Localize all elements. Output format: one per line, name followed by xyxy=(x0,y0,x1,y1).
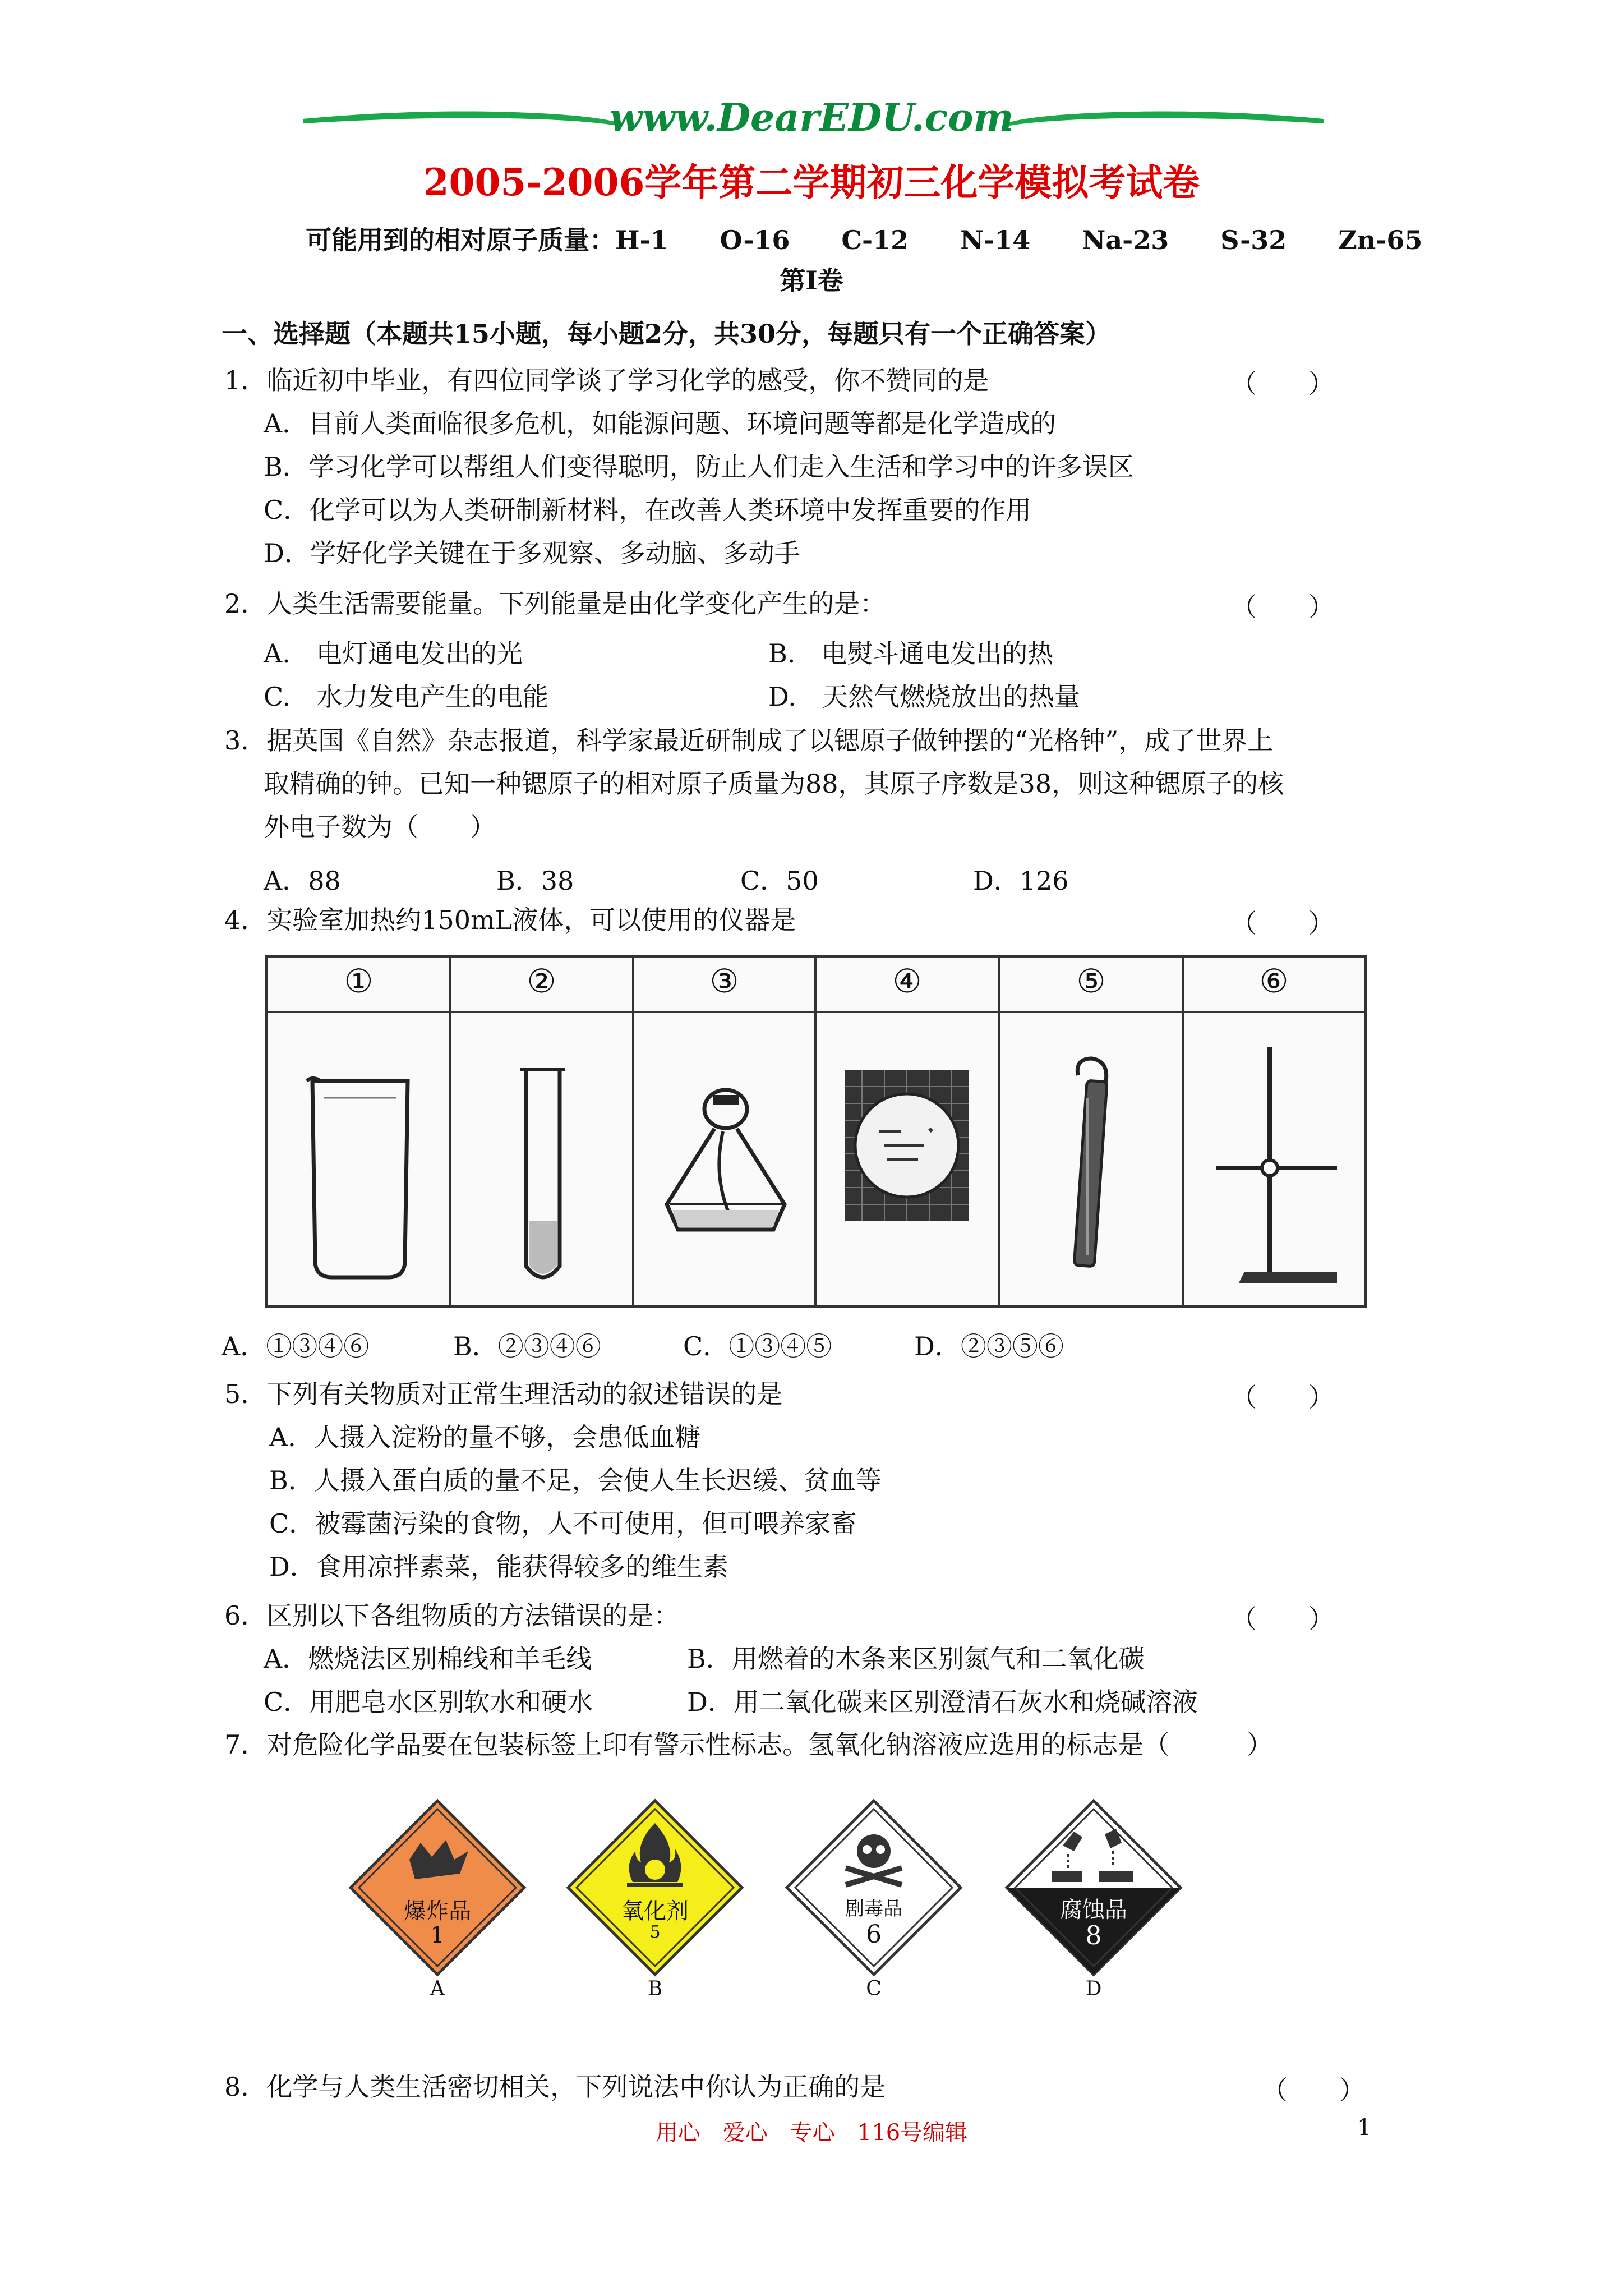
site-url: www.DearEDU.com xyxy=(609,95,1014,140)
volume-heading: 第Ⅰ卷 xyxy=(780,265,843,296)
toxic-label: 剧毒品 xyxy=(845,1898,902,1920)
explosive-label: 爆炸品 xyxy=(404,1898,471,1924)
q6-option-b: B．用燃着的木条来区别氮气和二氧化碳 xyxy=(687,1644,1145,1674)
q1-option-d: D．学好化学关键在于多观察、多动脑、多动手 xyxy=(264,538,800,568)
sign-letter-b: B xyxy=(647,1977,663,2000)
q1-option-a: A．目前人类面临很多危机，如能源问题、环境问题等都是化学造成的 xyxy=(264,408,1057,439)
oxidizer-number: 5 xyxy=(649,1922,661,1942)
q4-answer-blank: （ ） xyxy=(1231,908,1334,938)
apparatus-label-2: ② xyxy=(527,962,556,1000)
q7-stem: 7．对危险化学品要在包装标签上印有警示性标志。氢氧化钠溶液应选用的标志是（ ） xyxy=(224,1729,1273,1760)
q5-option-a: A．人摄入淀粉的量不够，会患低血糖 xyxy=(269,1422,701,1452)
q1-option-b: B．学习化学可以帮组人们变得聪明，防止人们走入生活和学习中的许多误区 xyxy=(264,452,1134,482)
page-title: 2005-2006学年第二学期初三化学模拟考试卷 xyxy=(423,160,1200,204)
q6-stem: 6．区别以下各组物质的方法错误的是： xyxy=(224,1600,680,1631)
footer-text: 用心 爱心 专心 116号编辑 xyxy=(655,2120,968,2146)
explosive-number: 1 xyxy=(430,1922,445,1948)
alcohol-lamp-icon xyxy=(656,1036,796,1294)
q2-option-d: D. 天然气燃烧放出的热量 xyxy=(768,682,1080,712)
q5-stem: 5．下列有关物质对正常生理活动的叙述错误的是 xyxy=(224,1379,783,1409)
apparatus-label-4: ④ xyxy=(892,962,922,1000)
q4-option-a: A．①③④⑥ xyxy=(222,1331,370,1361)
section-heading: 一、选择题（本题共15小题，每小题2分，共30分，每题只有一个正确答案） xyxy=(222,319,1112,349)
sign-letter-d: D xyxy=(1085,1977,1102,2000)
q3-option-c: C．50 xyxy=(740,866,819,896)
sign-letter-a: A xyxy=(430,1977,445,2000)
apparatus-label-3: ③ xyxy=(709,962,739,1000)
q1-option-c: C．化学可以为人类研制新材料，在改善人类环境中发挥重要的作用 xyxy=(264,495,1032,525)
iron-stand-icon xyxy=(1205,1036,1345,1300)
test-tube-icon xyxy=(473,1036,613,1294)
q5-option-d: D．食用凉拌素菜，能获得较多的维生素 xyxy=(269,1552,728,1582)
q3-stem-line3: 外电子数为（ ） xyxy=(264,812,496,842)
atomic-masses: 可能用到的相对原子质量：H-1 O-16 C-12 N-14 Na-23 S-32 Zn-65 xyxy=(306,225,1423,255)
apparatus-table xyxy=(265,955,1367,1308)
q6-option-c: C．用肥皂水区别软水和硬水 xyxy=(264,1687,593,1717)
q2-option-b: B. 电熨斗通电发出的热 xyxy=(768,638,1054,669)
q8-stem: 8．化学与人类生活密切相关，下列说法中你认为正确的是 xyxy=(224,2072,886,2102)
q1-answer-blank: （ ） xyxy=(1231,369,1334,399)
hazard-sign-corrosive xyxy=(1004,1798,1183,2000)
q2-stem: 2．人类生活需要能量。下列能量是由化学变化产生的是： xyxy=(224,588,886,619)
q4-option-c: C．①③④⑤ xyxy=(683,1331,832,1361)
apparatus-label-6: ⑥ xyxy=(1259,962,1289,1000)
q4-stem: 4．实验室加热约150mL液体，可以使用的仪器是 xyxy=(224,905,796,935)
corrosive-icon xyxy=(1004,1798,1183,1977)
q6-option-a: A．燃烧法区别棉线和羊毛线 xyxy=(264,1644,592,1674)
q3-option-a: A．88 xyxy=(264,866,341,896)
q2-option-c: C. 水力发电产生的电能 xyxy=(264,682,549,712)
hazard-sign-toxic xyxy=(784,1798,963,2000)
sign-letter-c: C xyxy=(866,1977,882,2000)
toxic-number: 6 xyxy=(866,1920,882,1949)
hazard-sign-explosive xyxy=(348,1798,527,2000)
q3-option-d: D．126 xyxy=(973,866,1069,896)
asbestos-gauze-icon xyxy=(840,1047,974,1283)
q4-option-d: D．②③⑤⑥ xyxy=(914,1331,1064,1361)
q4-option-b: B．②③④⑥ xyxy=(453,1331,601,1361)
page-number: 1 xyxy=(1357,2115,1372,2141)
q1-stem: 1．临近初中毕业，有四位同学谈了学习化学的感受，你不赞同的是 xyxy=(224,365,989,395)
hazard-sign-oxidizer xyxy=(565,1798,745,2000)
q8-answer-blank: （ ） xyxy=(1262,2075,1365,2105)
beaker-icon xyxy=(290,1036,430,1294)
q6-option-d: D．用二氧化碳来区别澄清石灰水和烧碱溶液 xyxy=(687,1687,1198,1717)
apparatus-label-5: ⑤ xyxy=(1076,962,1106,1000)
q5-option-c: C．被霉菌污染的食物，人不可使用，但可喂养家畜 xyxy=(269,1508,857,1539)
oxidizer-label: 氧化剂 xyxy=(621,1898,689,1924)
apparatus-label-1: ① xyxy=(344,962,374,1000)
q3-option-b: B．38 xyxy=(496,866,574,896)
corrosive-number: 8 xyxy=(1085,1920,1102,1950)
corrosive-label: 腐蚀品 xyxy=(1060,1897,1127,1923)
q3-stem-line2: 取精确的钟。已知一种锶原子的相对原子质量为88，其原子序数是38，则这种锶原子的核 xyxy=(264,769,1284,799)
q5-answer-blank: （ ） xyxy=(1231,1382,1334,1412)
q5-option-b: B．人摄入蛋白质的量不足，会使人生长迟缓、贫血等 xyxy=(269,1465,882,1496)
test-tube-holder-icon xyxy=(1025,1036,1159,1294)
explosive-icon xyxy=(348,1798,527,1977)
skull-crossbones-icon xyxy=(784,1798,963,1977)
q2-answer-blank: （ ） xyxy=(1231,592,1334,622)
oxidizer-icon xyxy=(565,1798,745,1977)
q2-option-a: A. 电灯通电发出的光 xyxy=(264,638,523,669)
q3-stem-line1: 3．据英国《自然》杂志报道，科学家最近研制成了以锶原子做钟摆的“光格钟”，成了世界上 xyxy=(224,725,1274,756)
q6-answer-blank: （ ） xyxy=(1231,1604,1334,1634)
